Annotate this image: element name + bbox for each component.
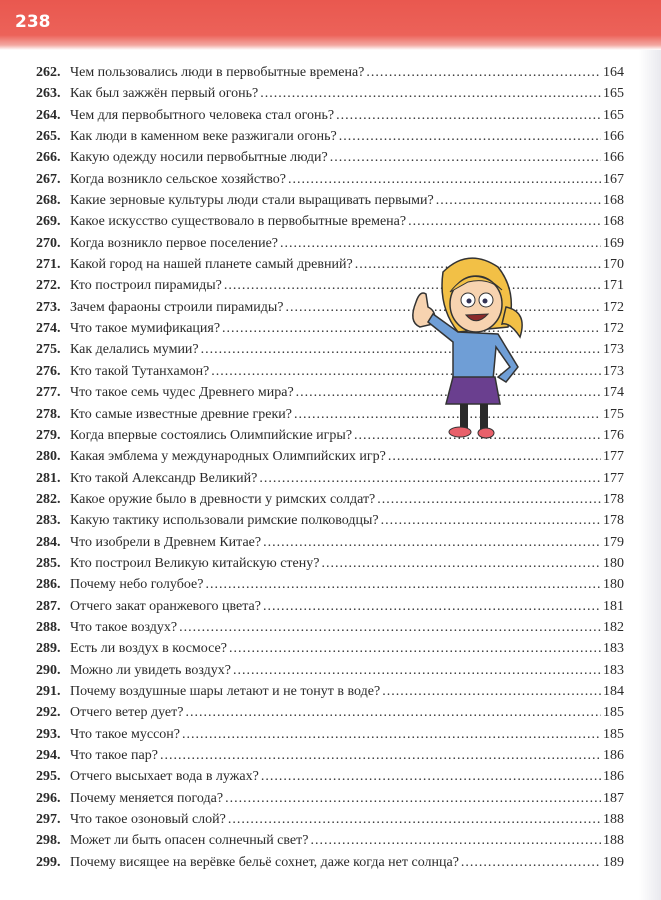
- entry-number: 275.: [36, 342, 61, 358]
- toc-entry: [36, 577, 624, 598]
- entry-page: 183: [603, 641, 624, 657]
- entry-page: 174: [603, 385, 624, 401]
- dot-leader: [377, 492, 601, 508]
- dot-leader: [436, 193, 601, 209]
- entry-title: Что такое озоновый слой?: [70, 812, 226, 828]
- toc-entry: [36, 705, 624, 726]
- entry-number: 271.: [36, 257, 61, 273]
- dot-leader: [288, 172, 601, 188]
- entry-page: 185: [603, 726, 624, 742]
- entry-number: 287.: [36, 598, 61, 614]
- dot-leader: [228, 812, 601, 828]
- toc-entry: [36, 556, 624, 577]
- entry-title: Какую одежду носили первобытные люди?: [70, 150, 328, 166]
- toc-entry: [36, 684, 624, 705]
- entry-number: 296.: [36, 790, 61, 806]
- entry-page: 166: [603, 150, 624, 166]
- toc-entry: [36, 833, 624, 854]
- dot-leader: [160, 748, 601, 764]
- entry-number: 291.: [36, 683, 61, 699]
- dot-leader: [336, 108, 601, 124]
- entry-page: 180: [603, 555, 624, 571]
- toc-entry: [36, 855, 624, 876]
- entry-title: Какое искусство существовало в первобытные времена?: [70, 214, 407, 230]
- entry-number: 280.: [36, 449, 61, 465]
- dot-leader: [310, 833, 601, 849]
- entry-number: 278.: [36, 406, 61, 422]
- entry-page: 164: [603, 65, 624, 80]
- entry-title: Отчего ветер дует?: [70, 705, 184, 721]
- dot-leader: [225, 791, 601, 807]
- entry-number: 285.: [36, 555, 61, 571]
- page-edge-shadow: [639, 50, 661, 900]
- entry-number: 293.: [36, 726, 61, 742]
- entry-number: 281.: [36, 470, 61, 486]
- entry-page: 168: [603, 214, 624, 230]
- entry-page: 165: [603, 107, 624, 123]
- entry-title: Кто построил пирамиды?: [70, 278, 222, 294]
- entry-page: 173: [603, 342, 624, 358]
- dot-leader: [182, 727, 601, 743]
- entry-page: 177: [603, 470, 624, 486]
- entry-title: Чем для первобытного человека стал огонь?: [70, 107, 335, 123]
- entry-title: Что такое муссон?: [70, 726, 181, 742]
- entry-page: 175: [603, 406, 624, 422]
- table-of-contents: [36, 65, 624, 876]
- toc-entry: [36, 471, 624, 492]
- entry-title: Отчего закат оранжевого цвета?: [70, 598, 261, 614]
- toc-entry: [36, 172, 624, 193]
- entry-page: 169: [603, 235, 624, 251]
- toc-entry: [36, 86, 624, 107]
- dot-leader: [382, 684, 601, 700]
- dot-leader: [263, 599, 601, 615]
- entry-page: 172: [603, 299, 624, 315]
- entry-number: 279.: [36, 427, 61, 443]
- toc-entry: [36, 513, 624, 534]
- toc-entry: [36, 108, 624, 129]
- entry-number: 262.: [36, 65, 61, 80]
- page-header-band: [0, 0, 661, 50]
- entry-number: 272.: [36, 278, 61, 294]
- toc-entry: [36, 492, 624, 513]
- entry-number: 282.: [36, 491, 61, 507]
- entry-number: 268.: [36, 193, 61, 209]
- toc-entry: [36, 129, 624, 150]
- entry-title: Когда впервые состоялись Олимпийские игры?: [70, 427, 353, 443]
- entry-title: Какая эмблема у международных Олимпийских игр?: [70, 449, 386, 465]
- entry-title: Отчего высыхает вода в лужах?: [70, 769, 259, 785]
- entry-page: 166: [603, 129, 624, 145]
- entry-number: 299.: [36, 854, 61, 870]
- dot-leader: [388, 449, 601, 465]
- dot-leader: [260, 86, 601, 102]
- entry-page: 184: [603, 683, 624, 699]
- toc-entry: [36, 727, 624, 748]
- entry-number: 273.: [36, 299, 61, 315]
- entry-number: 288.: [36, 619, 61, 635]
- toc-entry: [36, 65, 624, 86]
- cartoon-girl-illustration: [398, 252, 538, 442]
- entry-title: Что такое пар?: [70, 748, 158, 763]
- entry-page: 186: [603, 769, 624, 785]
- entry-number: 286.: [36, 577, 61, 593]
- entry-page: 188: [603, 833, 624, 849]
- toc-entry: [36, 620, 624, 641]
- entry-page: 189: [603, 854, 624, 870]
- entry-number: 284.: [36, 534, 61, 550]
- entry-title: Почему висящее на верёвке бельё сохнет, даже когда нет солнца?: [70, 854, 459, 870]
- entry-title: Что изобрели в Древнем Китае?: [70, 534, 262, 550]
- entry-page: 182: [603, 619, 624, 635]
- dot-leader: [185, 705, 601, 721]
- entry-number: 298.: [36, 833, 61, 849]
- entry-number: 269.: [36, 214, 61, 230]
- entry-page: 170: [603, 257, 624, 273]
- entry-page: 180: [603, 577, 624, 593]
- entry-title: Кто построил Великую китайскую стену?: [70, 555, 320, 571]
- entry-page: 188: [603, 812, 624, 828]
- entry-number: 265.: [36, 129, 61, 145]
- entry-title: Зачем фараоны строили пирамиды?: [70, 299, 284, 315]
- entry-title: Почему меняется погода?: [70, 790, 224, 806]
- entry-title: Что такое воздух?: [70, 619, 178, 635]
- entry-page: 185: [603, 705, 624, 721]
- entry-page: 178: [603, 491, 624, 507]
- entry-title: Когда возникло первое поселение?: [70, 235, 278, 251]
- toc-entry: [36, 769, 624, 790]
- entry-page: 187: [603, 790, 624, 806]
- toc-entry: [36, 641, 624, 662]
- dot-leader: [408, 214, 601, 230]
- dot-leader: [233, 663, 601, 679]
- entry-title: Как делались мумии?: [70, 342, 199, 358]
- entry-page: 167: [603, 171, 624, 187]
- entry-number: 292.: [36, 705, 61, 721]
- dot-leader: [381, 513, 601, 529]
- entry-number: 295.: [36, 769, 61, 785]
- entry-title: Какие зерновые культуры люди стали выращивать первыми?: [70, 193, 434, 209]
- entry-number: 289.: [36, 641, 61, 657]
- entry-title: Кто такой Александр Великий?: [70, 470, 258, 486]
- toc-entry: [36, 599, 624, 620]
- dot-leader: [259, 471, 601, 487]
- entry-title: Какой город на нашей планете самый древний?: [70, 257, 353, 273]
- entry-page: 186: [603, 748, 624, 763]
- dot-leader: [263, 535, 601, 551]
- dot-leader: [261, 769, 601, 785]
- toc-entry: [36, 214, 624, 235]
- entry-title: Может ли быть опасен солнечный свет?: [70, 833, 309, 849]
- entry-number: 270.: [36, 235, 61, 251]
- entry-page: 178: [603, 513, 624, 529]
- entry-page: 179: [603, 534, 624, 550]
- entry-page: 165: [603, 86, 624, 102]
- entry-number: 277.: [36, 385, 61, 401]
- entry-number: 264.: [36, 107, 61, 123]
- entry-title: Можно ли увидеть воздух?: [70, 662, 231, 678]
- dot-leader: [321, 556, 601, 572]
- toc-entry: [36, 150, 624, 171]
- entry-page: 176: [603, 427, 624, 443]
- page-number: 238: [15, 12, 51, 32]
- entry-number: 276.: [36, 363, 61, 379]
- entry-number: 297.: [36, 812, 61, 828]
- entry-title: Почему воздушные шары летают и не тонут в воде?: [70, 683, 381, 699]
- dot-leader: [205, 577, 601, 593]
- entry-title: Кто самые известные древние греки?: [70, 406, 292, 422]
- entry-page: 183: [603, 662, 624, 678]
- entry-number: 263.: [36, 86, 61, 102]
- entry-page: 177: [603, 449, 624, 465]
- entry-title: Как люди в каменном веке разжигали огонь?: [70, 129, 337, 145]
- toc-entry: [36, 449, 624, 470]
- entry-page: 181: [603, 598, 624, 614]
- toc-entry: [36, 193, 624, 214]
- entry-number: 283.: [36, 513, 61, 529]
- entry-title: Что такое семь чудес Древнего мира?: [70, 385, 294, 401]
- entry-page: 171: [603, 278, 624, 294]
- entry-page: 168: [603, 193, 624, 209]
- entry-page: 172: [603, 321, 624, 337]
- entry-number: 294.: [36, 748, 61, 763]
- entry-title: Почему небо голубое?: [70, 577, 204, 593]
- dot-leader: [461, 855, 601, 871]
- entry-title: Какое оружие было в древности у римских солдат?: [70, 491, 376, 507]
- entry-page: 173: [603, 363, 624, 379]
- entry-number: 290.: [36, 662, 61, 678]
- toc-entry: [36, 748, 624, 769]
- entry-title: Кто такой Тутанхамон?: [70, 363, 210, 379]
- dot-leader: [366, 65, 601, 81]
- entry-title: Какую тактику использовали римские полководцы?: [70, 513, 379, 529]
- dot-leader: [280, 236, 601, 252]
- entry-number: 274.: [36, 321, 61, 337]
- toc-entry: [36, 791, 624, 812]
- dot-leader: [330, 150, 601, 166]
- entry-number: 266.: [36, 150, 61, 166]
- entry-title: Есть ли воздух в космосе?: [70, 641, 227, 657]
- entry-title: Как был зажжён первый огонь?: [70, 86, 259, 102]
- toc-entry: [36, 535, 624, 556]
- entry-title: Чем пользовались люди в первобытные времена?: [70, 65, 365, 80]
- dot-leader: [339, 129, 601, 145]
- dot-leader: [179, 620, 601, 636]
- dot-leader: [229, 641, 601, 657]
- toc-entry: [36, 812, 624, 833]
- entry-title: Когда возникло сельское хозяйство?: [70, 171, 286, 187]
- toc-entry: [36, 663, 624, 684]
- entry-title: Что такое мумификация?: [70, 321, 221, 337]
- entry-number: 267.: [36, 171, 61, 187]
